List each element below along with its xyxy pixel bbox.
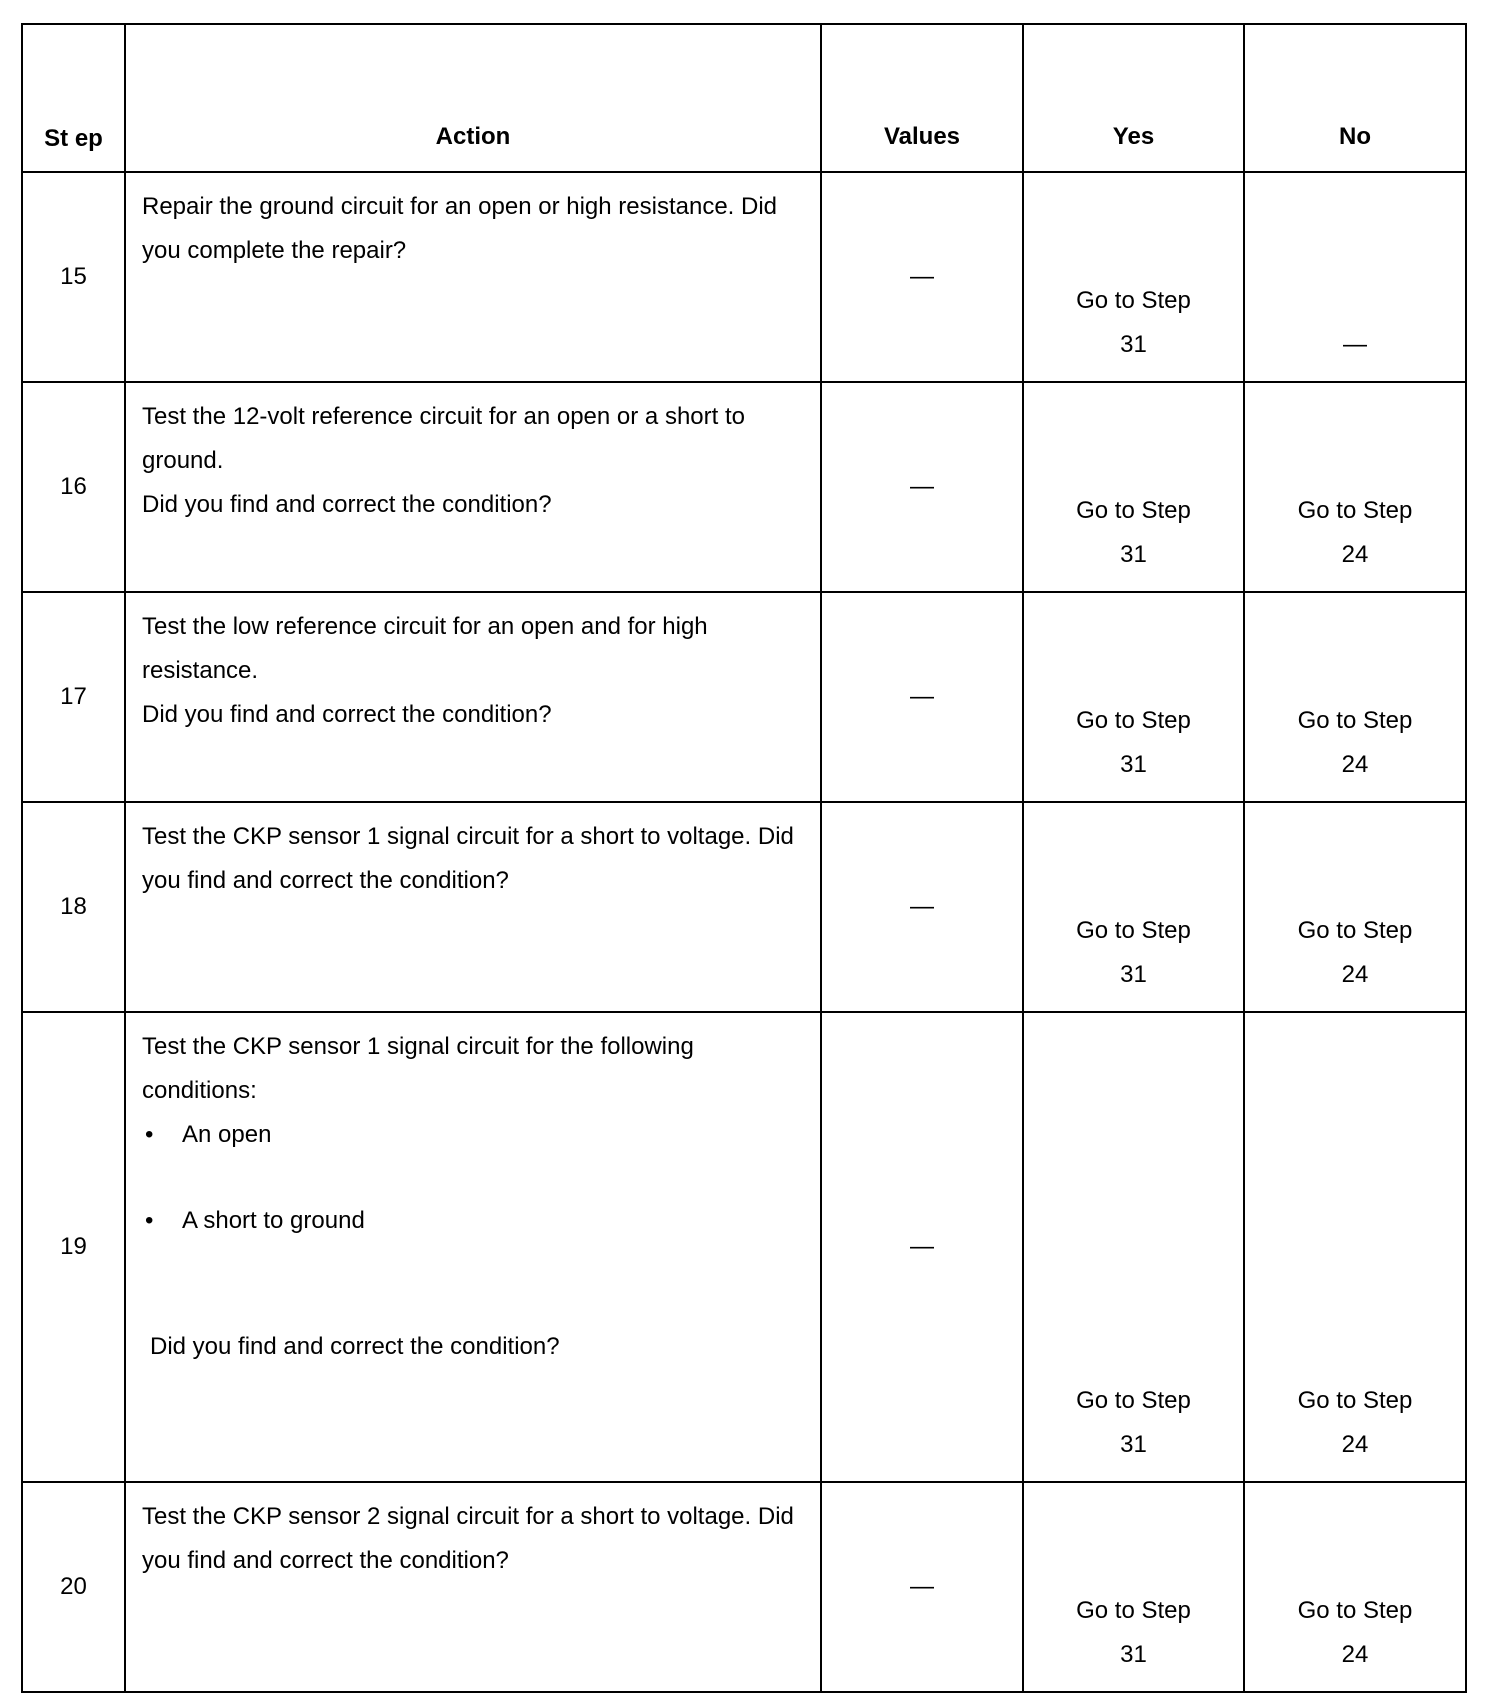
yes-goto-label: Go to Step (1076, 707, 1191, 734)
yes-cell (1023, 802, 1244, 1012)
header-action: Action (125, 24, 821, 172)
table-row-step-17 (22, 592, 1466, 802)
no-cell (1244, 1482, 1466, 1692)
action-text: Repair the ground circuit for an open or high resistance. Did you complete the repair? (142, 193, 778, 264)
yes-goto-step: 31 (1120, 331, 1147, 358)
step-number: 20 (22, 1482, 125, 1692)
values-cell: — (821, 172, 1023, 382)
yes-goto-label: Go to Step (1076, 917, 1191, 944)
action-text: Test the CKP sensor 2 signal circuit for a short to voltage. Did you find and correct the condition? (142, 1503, 794, 1574)
step-number: 15 (22, 172, 125, 382)
yes-goto-label: Go to Step (1076, 1597, 1191, 1624)
yes-goto-step: 31 (1120, 751, 1147, 778)
no-goto-label: Go to Step (1297, 1597, 1413, 1624)
yes-goto-label: Go to Step (1076, 497, 1191, 524)
action-cell (125, 1482, 821, 1692)
yes-cell (1023, 592, 1244, 802)
no-goto-label: Go to Step (1297, 707, 1413, 734)
action-text: Test the low reference circuit for an open and for high resistance. (142, 613, 708, 684)
table-row-step-16 (22, 382, 1466, 592)
action-question: Did you find and correct the condition? (142, 491, 552, 518)
no-goto-step: 24 (1341, 751, 1369, 778)
values-cell: — (821, 1012, 1023, 1482)
no-cell (1244, 382, 1466, 592)
yes-cell (1023, 1012, 1244, 1482)
values-cell: — (821, 802, 1023, 1012)
action-question: Did you find and correct the condition? (150, 1333, 560, 1360)
no-value: — (1343, 331, 1367, 358)
yes-goto-step: 31 (1120, 541, 1147, 568)
no-goto-step: 24 (1341, 961, 1369, 988)
condition-text: A short to ground (182, 1207, 365, 1234)
no-goto-label: Go to Step (1297, 917, 1413, 944)
action-cell (125, 172, 821, 382)
table-row-step-20 (22, 1482, 1466, 1692)
action-text: Test the CKP sensor 1 signal circuit for a short to voltage. Did you find and correct the condition? (142, 823, 794, 894)
values-cell: — (821, 592, 1023, 802)
action-cell (125, 802, 821, 1012)
bullet-icon: • (145, 1121, 154, 1148)
yes-cell (1023, 1482, 1244, 1692)
action-cell (125, 592, 821, 802)
header-values: Values (821, 24, 1023, 172)
list-item (142, 1113, 804, 1157)
action-cell (125, 382, 821, 592)
step-number: 16 (22, 382, 125, 592)
condition-list (142, 1113, 804, 1243)
no-cell (1244, 592, 1466, 802)
no-goto-step: 24 (1341, 541, 1369, 568)
header-row (22, 24, 1466, 172)
condition-text: An open (182, 1121, 272, 1148)
header-yes: Yes (1023, 24, 1244, 172)
table-row-step-15 (22, 172, 1466, 382)
yes-cell (1023, 172, 1244, 382)
action-text: Test the 12-volt reference circuit for an open or a short to ground. (142, 403, 745, 474)
table-row-step-18 (22, 802, 1466, 1012)
diagnostic-table (21, 23, 1467, 1693)
action-question: Did you find and correct the condition? (142, 701, 552, 728)
yes-cell (1023, 382, 1244, 592)
bullet-icon: • (145, 1207, 154, 1234)
yes-goto-step: 31 (1120, 1431, 1147, 1458)
yes-goto-label: Go to Step (1076, 287, 1191, 314)
no-cell (1244, 172, 1466, 382)
step-number: 18 (22, 802, 125, 1012)
yes-goto-step: 31 (1120, 961, 1147, 988)
step-number: 17 (22, 592, 125, 802)
action-text: Test the CKP sensor 1 signal circuit for the following conditions: (142, 1033, 694, 1104)
table-row-step-19 (22, 1012, 1466, 1482)
header-step: St ep (22, 24, 125, 172)
step-number: 19 (22, 1012, 125, 1482)
header-no: No (1244, 24, 1466, 172)
action-cell (125, 1012, 821, 1482)
values-cell: — (821, 382, 1023, 592)
no-goto-step: 24 (1341, 1641, 1369, 1668)
no-cell (1244, 802, 1466, 1012)
no-cell (1244, 1012, 1466, 1482)
no-goto-label: Go to Step (1297, 497, 1413, 524)
yes-goto-label: Go to Step (1076, 1387, 1191, 1414)
no-goto-step: 24 (1341, 1431, 1369, 1458)
values-cell: — (821, 1482, 1023, 1692)
yes-goto-step: 31 (1120, 1641, 1147, 1668)
list-item (142, 1199, 804, 1243)
no-goto-label: Go to Step (1297, 1387, 1413, 1414)
